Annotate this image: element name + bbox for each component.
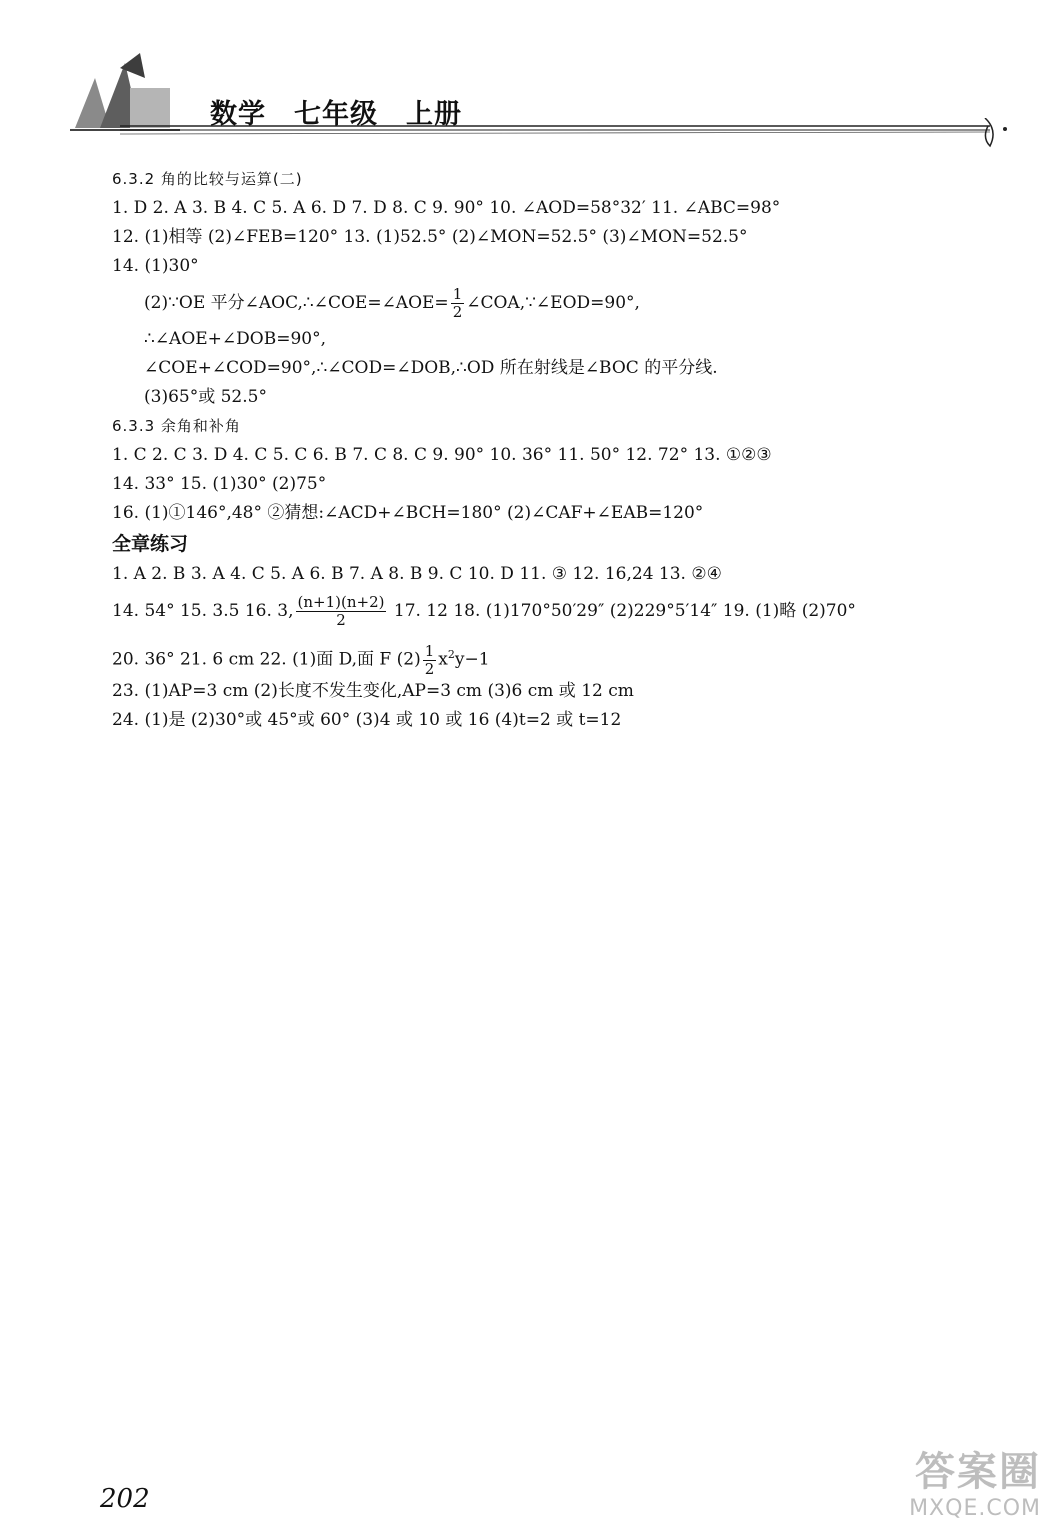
section-title-633: 6.3.3 余角和补角 [112,417,241,435]
proof-line-1 [112,281,1012,325]
answer-text: 20. 36° 21. 6 cm 22. (1)面 D,面 F (2) [112,649,421,670]
fraction-denominator: 2 [336,611,346,629]
answer-line-fraction [112,633,1012,677]
header-rule [120,118,1010,158]
fraction-denominator: 2 [452,303,463,321]
fraction-denominator: 2 [424,659,435,678]
chapter-title: 全章练习 [112,533,189,555]
answer-line: 14. (1)30° [112,256,199,276]
header-title: 数学 七年级 上册 [210,99,462,130]
watermark-url: MXQE.COM [909,1496,1041,1521]
answer-line: 23. (1)AP=3 cm (2)长度不发生变化,AP=3 cm (3)6 cm 或 12 cm [112,681,634,701]
proof-text: (2)∵OE 平分∠AOC,∴∠COE=∠AOE= [144,293,449,313]
answer-text: 17. 12 18. (1)170°50′29″ (2)229°5′14″ 19. (1)略 (2)70° [388,601,856,621]
fraction-numerator: 1 [452,285,463,303]
fraction [423,641,437,678]
superscript: 2 [447,648,455,661]
answer-line: 1. D 2. A 3. B 4. C 5. A 6. D 7. D 8. C 9. 90° 10. ∠AOD=58°32′ 11. ∠ABC=98° [112,198,781,218]
answer-text: y−1 [454,649,490,670]
answer-content [112,165,1012,735]
answer-line-fraction [112,589,1012,633]
proof-line-3: ∠COE+∠COD=90°,∴∠COD=∠DOB,∴OD 所在射线是∠BOC 的平分线. [144,358,718,378]
answer-line: 1. C 2. C 3. D 4. C 5. C 6. B 7. C 8. C 9. 90° 10. 36° 11. 50° 12. 72° 13. ①②③ [112,445,772,465]
answer-line: 16. (1)①146°,48° ②猜想:∠ACD+∠BCH=180° (2)∠CAF+∠EAB=120° [112,503,704,523]
watermark [851,1448,1041,1528]
answer-line: 12. (1)相等 (2)∠FEB=120° 13. (1)52.5° (2)∠MON=52.5° (3)∠MON=52.5° [112,227,748,247]
fraction-numerator: 1 [424,641,435,660]
answer-text: 14. 54° 15. 3.5 16. 3, [112,601,294,621]
fraction-numerator: (n+1)(n+2) [297,593,385,611]
answer-line: 14. 33° 15. (1)30° (2)75° [112,474,327,494]
proof-line-4: (3)65°或 52.5° [144,387,267,407]
fraction [296,595,387,628]
page-number: 202 [100,1484,150,1514]
proof-line-2: ∴∠AOE+∠DOB=90°, [144,329,327,349]
answer-line: 24. (1)是 (2)30°或 45°或 60° (3)4 或 10 或 16 (4)t=2 或 t=12 [112,710,622,730]
proof-text: ∠COA,∵∠EOD=90°, [466,293,640,313]
watermark-text: 答案圈 [915,1449,1041,1495]
section-title-632: 6.3.2 角的比较与运算(二) [112,170,303,188]
answer-text: x [438,649,448,670]
answer-line: 1. A 2. B 3. A 4. C 5. A 6. B 7. A 8. B 9. C 10. D 11. ③ 12. 16,24 13. ②④ [112,564,722,584]
fraction [451,287,465,320]
